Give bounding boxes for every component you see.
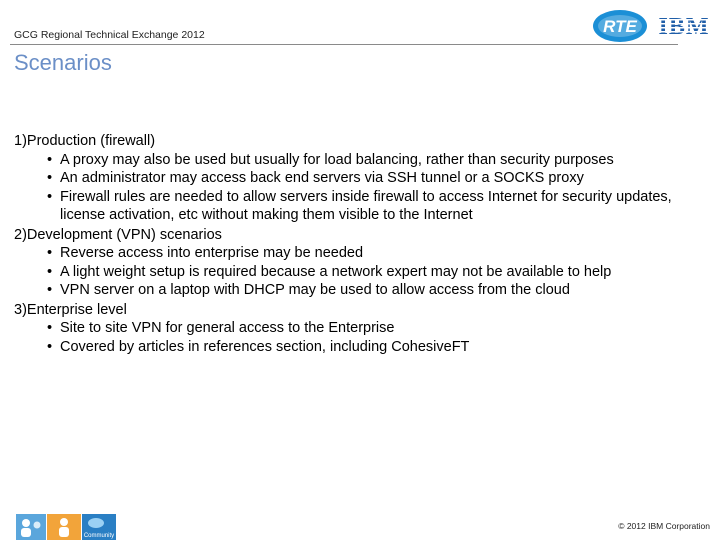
rte-logo [593, 10, 647, 42]
section-heading: 1)Production (firewall) [14, 133, 156, 149]
section-heading: 2)Development (VPN) scenarios [14, 226, 222, 243]
section-development [14, 226, 714, 300]
bullet-text: Reverse access into enterprise may be needed [60, 245, 364, 261]
section-heading: 3)Enterprise level [14, 301, 127, 318]
bullet-text: Site to site VPN for general access to the Enterprise [60, 320, 395, 336]
bullet-dot: • [47, 170, 53, 186]
bullet-item [14, 319, 714, 338]
footer-community-logos [16, 512, 116, 542]
bullet-text: Firewall rules are needed to allow servers inside firewall to access Internet for security updates, license activation, etc without making them visible to the Internet [60, 188, 672, 223]
bullet-dot: • [47, 188, 53, 205]
bullet-dot: • [47, 245, 53, 261]
ibm-logo [652, 14, 716, 40]
bullet-item [14, 169, 714, 188]
header-divider [10, 44, 678, 45]
slide-content [14, 132, 714, 357]
section-enterprise [14, 301, 714, 357]
community-label: Community [83, 533, 115, 539]
bullet-item [14, 338, 714, 357]
bullet-dot: • [47, 263, 53, 280]
bullet-dot: • [47, 282, 53, 298]
people-icon [16, 514, 46, 540]
rte-logo-text: RTE [603, 17, 637, 36]
bullet-text: VPN server on a laptop with DHCP may be used to allow access from the cloud [60, 282, 570, 298]
bullet-item [14, 151, 714, 170]
copyright: © 2012 IBM Corporation [618, 521, 710, 531]
bullet-text: An administrator may access back end servers via SSH tunnel or a SOCKS proxy [60, 170, 584, 186]
bullet-item [14, 188, 714, 225]
bullet-item [14, 244, 714, 263]
header-logos [588, 6, 720, 46]
bullet-text: A proxy may also be used but usually for load balancing, rather than security purposes [60, 151, 614, 168]
bullet-dot: • [47, 338, 53, 355]
bullet-item [14, 281, 714, 300]
bullet-text: A light weight setup is required because a network expert may not be available to help [60, 263, 612, 280]
event-title: GCG Regional Technical Exchange 2012 [14, 29, 205, 41]
bullet-dot: • [47, 320, 53, 336]
bullet-text: Covered by articles in references section, including CohesiveFT [60, 338, 470, 355]
slide-title: Scenarios [14, 50, 112, 75]
bullet-dot: • [47, 151, 53, 168]
section-production [14, 132, 714, 225]
bullet-item [14, 263, 714, 282]
